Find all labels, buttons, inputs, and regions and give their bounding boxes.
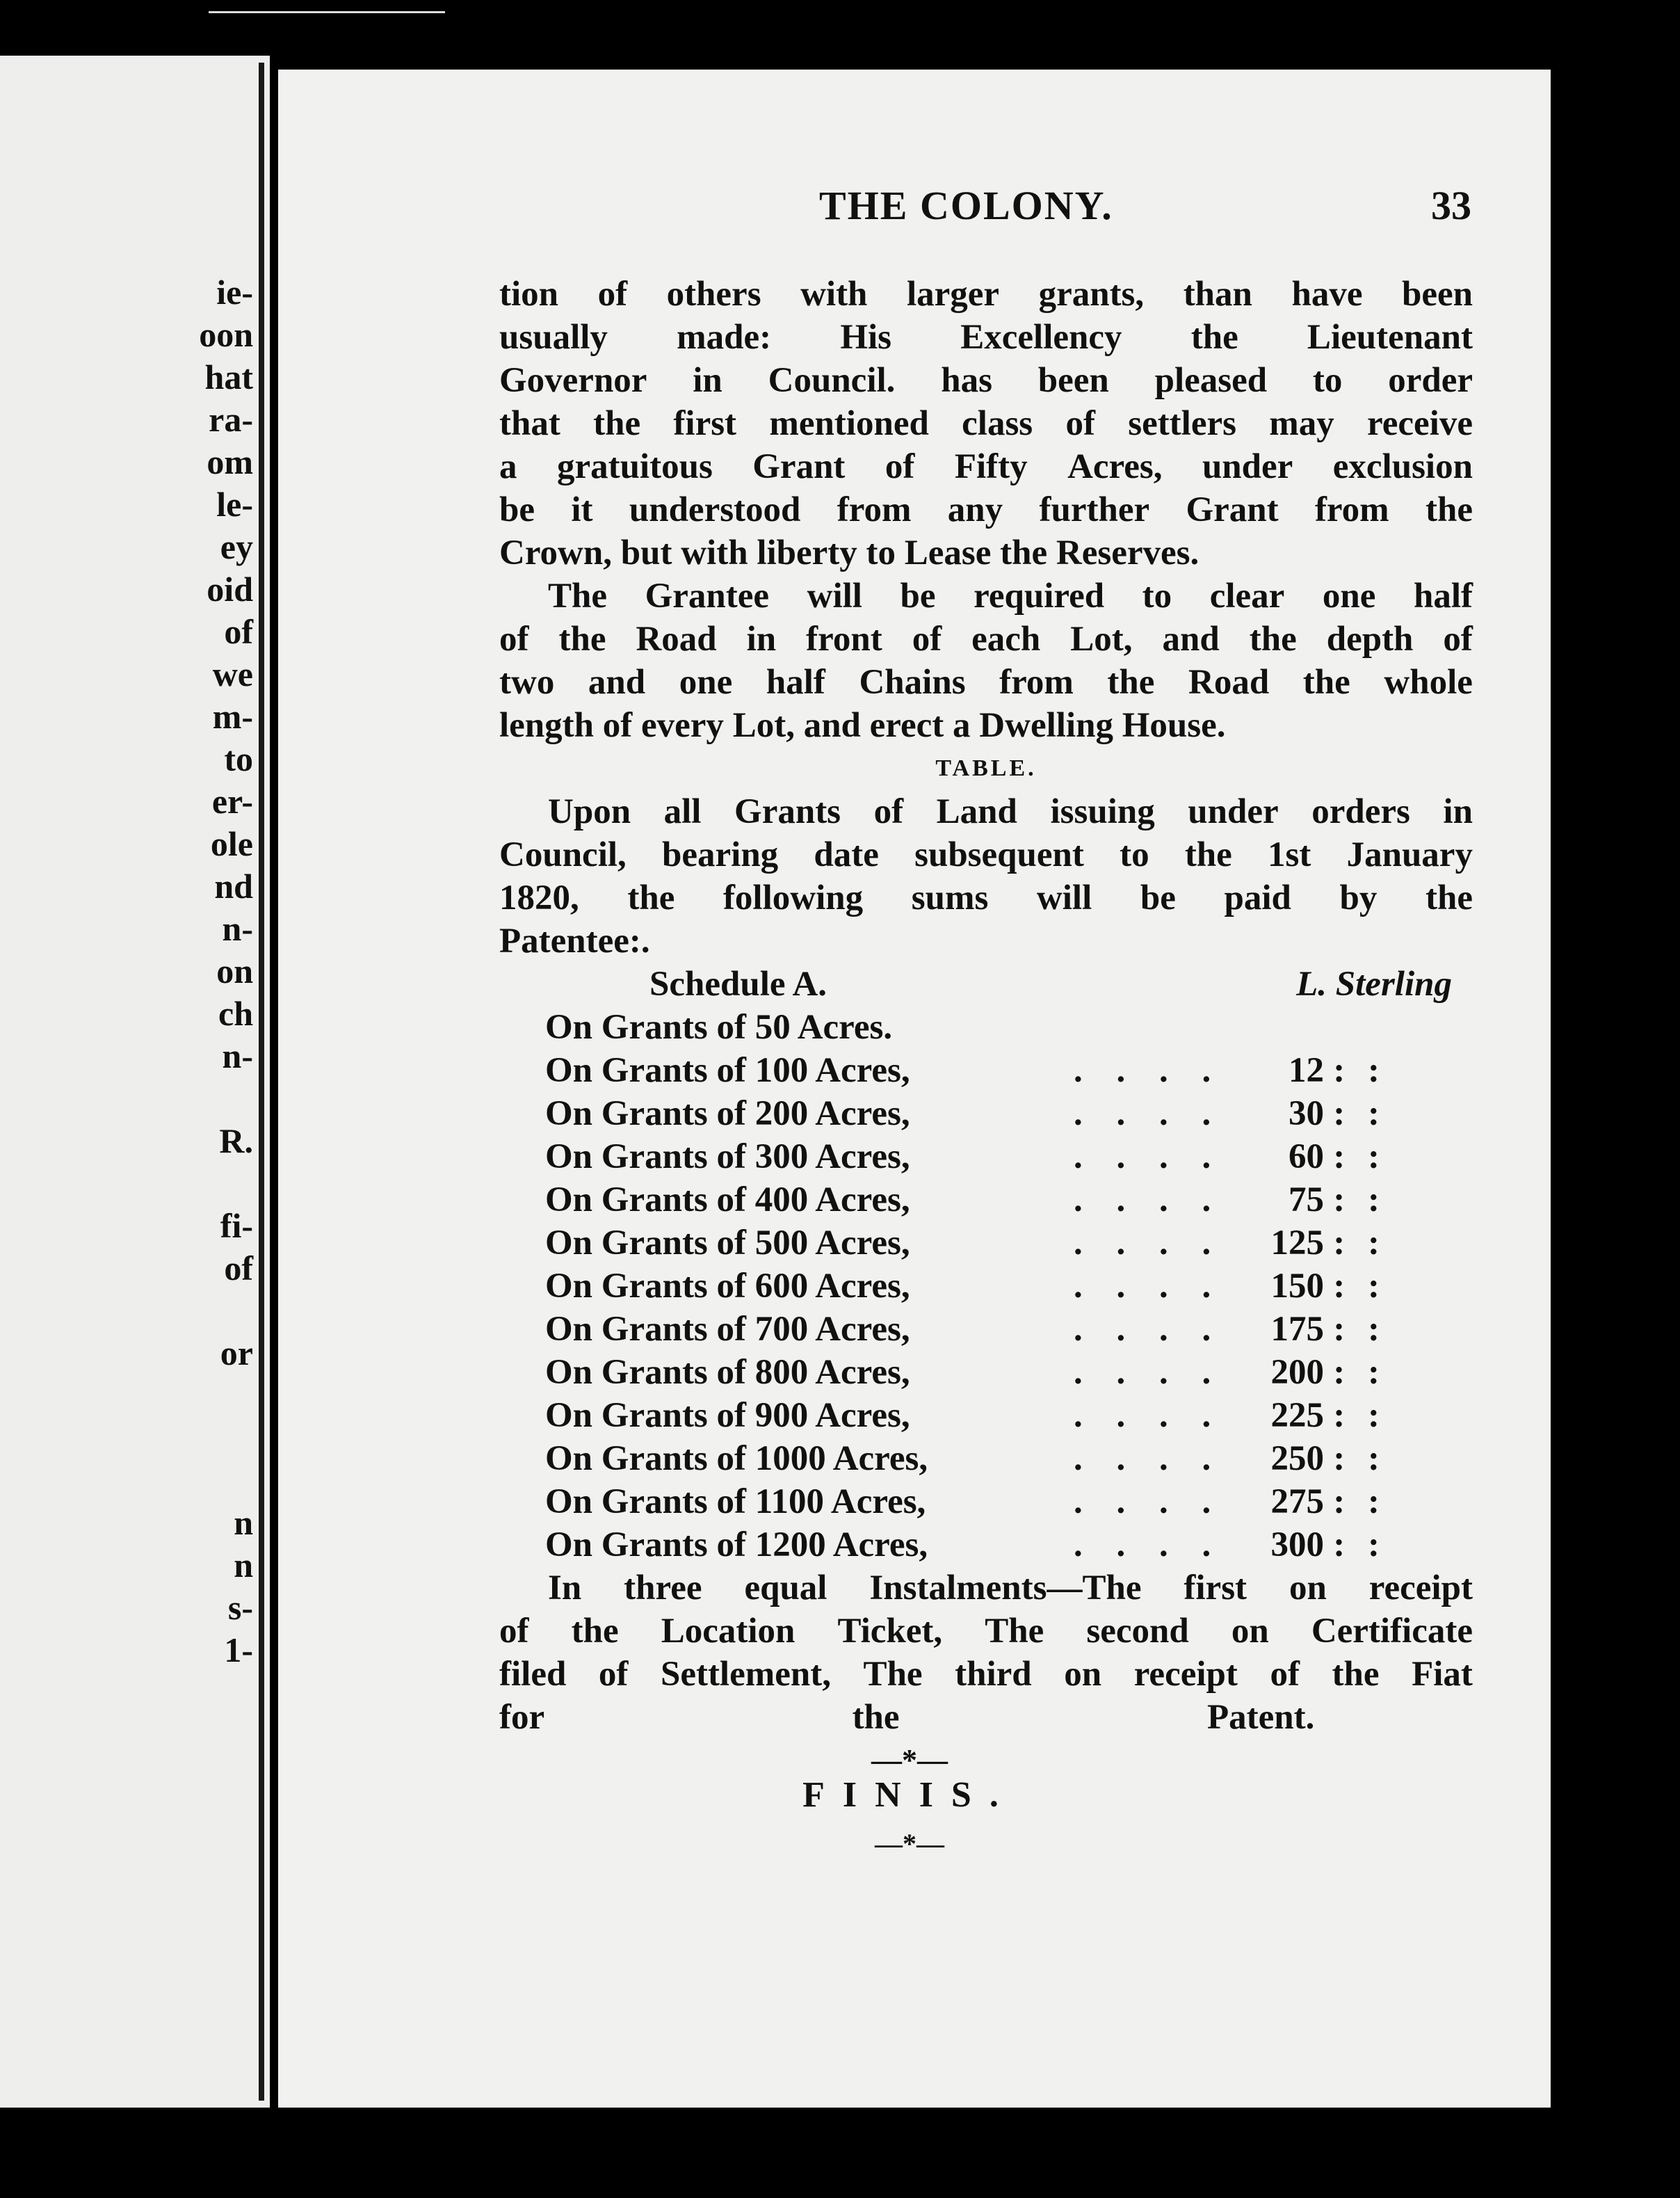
schedule-row-amount: 250 (1270, 1439, 1324, 1478)
word: In (548, 1569, 582, 1607)
previous-page-line-fragment: ch (218, 994, 253, 1033)
word: Crown, (499, 534, 612, 572)
paragraph-grantee-requirements (499, 575, 1473, 747)
schedule-row-amount: 12 (1289, 1051, 1324, 1090)
text-line (499, 704, 1473, 747)
schedule-row (499, 1265, 1473, 1308)
schedule-row (499, 1221, 1473, 1265)
schedule-row-label: On Grants of 700 Acres, (545, 1310, 910, 1349)
previous-page-line-fragment (172, 1077, 253, 1120)
schedule-row-label: On Grants of 1000 Acres, (545, 1439, 928, 1478)
word: length (499, 706, 595, 745)
previous-page-line-fragment: s- (227, 1588, 253, 1627)
word: January (1346, 835, 1473, 874)
schedule-row-colons: : : (1333, 1482, 1387, 1521)
word: sums (911, 879, 989, 917)
page-number: 33 (1431, 183, 1471, 228)
schedule-leader-dots: . . . . (1074, 1180, 1224, 1219)
schedule-first-row-label: On Grants of 50 Acres. (545, 1008, 893, 1047)
word: have (1291, 275, 1363, 314)
text-line (499, 661, 1473, 704)
word: His (840, 318, 892, 357)
schedule-row-label: On Grants of 200 Acres, (545, 1094, 910, 1133)
table-heading: TABLE. (935, 755, 1037, 781)
schedule-row-label: On Grants of 500 Acres, (545, 1224, 910, 1262)
schedule-row-label: On Grants of 1200 Acres, (545, 1525, 928, 1564)
word: under (1202, 447, 1293, 486)
schedule-row-label: On Grants of 900 Acres, (545, 1396, 910, 1435)
word: the (1000, 534, 1048, 572)
schedule-row (499, 1092, 1473, 1135)
schedule-leader-dots: . . . . (1074, 1353, 1224, 1392)
word: receipt (1133, 1655, 1238, 1694)
text-line (499, 618, 1473, 661)
word: Certificate (1311, 1612, 1473, 1651)
schedule-row-amount: 125 (1270, 1224, 1324, 1262)
word: paid (1224, 879, 1291, 917)
previous-page-line-fragment: on (216, 952, 253, 990)
word: settlers (1128, 404, 1236, 443)
previous-page-line-fragment: R. (219, 1121, 253, 1160)
previous-page-line-fragment: or (220, 1333, 253, 1372)
word: and (803, 706, 861, 745)
word: to (1120, 835, 1149, 874)
word: may (1269, 404, 1334, 443)
film-edge-mark (209, 11, 445, 13)
paragraph-grant-policy (499, 273, 1473, 575)
schedule-leader-dots: . . . . (1074, 1396, 1224, 1435)
word: with (800, 275, 868, 314)
word: front (806, 620, 882, 659)
schedule-leader-dots: . . . . (1074, 1224, 1224, 1262)
previous-page-line-fragment (172, 1459, 253, 1502)
schedule-row (499, 1135, 1473, 1178)
word: on (1289, 1569, 1327, 1607)
word: the (593, 404, 641, 443)
word: the (1249, 620, 1297, 659)
word: order (1388, 361, 1473, 400)
word: larger (906, 275, 1000, 314)
word: be (900, 577, 936, 616)
word: of (1443, 620, 1473, 659)
word: made: (677, 318, 772, 357)
schedule-row-amount: 275 (1270, 1482, 1324, 1521)
word: one (679, 663, 733, 702)
word: Fifty (954, 447, 1028, 486)
word: House. (1122, 706, 1226, 745)
word: Location (661, 1612, 795, 1651)
previous-page-line-fragment (172, 1417, 253, 1459)
word: be (1140, 879, 1176, 917)
word: Lease (904, 534, 992, 572)
word: been (1401, 275, 1473, 314)
word: the (852, 1698, 900, 1737)
schedule-row-label: On Grants of 400 Acres, (545, 1180, 910, 1219)
word: the (1190, 318, 1238, 357)
word: half (766, 663, 825, 702)
schedule-row (499, 1523, 1473, 1566)
ornament-divider: —*— (871, 1743, 948, 1777)
word: Settlement, (660, 1655, 831, 1694)
paragraph-fees-intro (499, 790, 1473, 963)
word: understood (629, 490, 801, 529)
word: Lot, (732, 706, 795, 745)
word: the (627, 879, 675, 917)
word: third (955, 1655, 1032, 1694)
text-line (499, 359, 1473, 402)
schedule-row (499, 1178, 1473, 1221)
running-head: THE COLONY. (819, 183, 1113, 228)
schedule-leader-dots: . . . . (1074, 1137, 1224, 1176)
word: class (962, 404, 1033, 443)
schedule-leader-dots: . . . . (1074, 1051, 1224, 1090)
word: Lieutenant (1307, 318, 1473, 357)
word: one (1322, 577, 1376, 616)
word: from (837, 490, 912, 529)
word: the (1107, 663, 1155, 702)
schedule-row-colons: : : (1333, 1267, 1387, 1306)
word: Reserves. (1056, 534, 1200, 572)
previous-page-line-fragment: om (207, 442, 253, 481)
word: Governor (499, 361, 647, 400)
word: a (953, 706, 971, 745)
word: the (1302, 663, 1350, 702)
word: with (681, 534, 748, 572)
schedule-row-colons: : : (1333, 1094, 1387, 1133)
schedule-row-label: On Grants of 800 Acres, (545, 1353, 910, 1392)
word: mentioned (769, 404, 929, 443)
word: and (1162, 620, 1220, 659)
schedule-row-colons: : : (1333, 1310, 1387, 1349)
word: Upon (548, 792, 631, 831)
word: erect (869, 706, 944, 745)
text-line (499, 445, 1473, 488)
schedule-leader-dots: . . . . (1074, 1094, 1224, 1133)
word: for (499, 1698, 545, 1737)
text-line (499, 920, 1473, 963)
previous-page-line-fragment: ey (220, 527, 253, 566)
previous-page-line-fragment: n (234, 1503, 253, 1542)
word: the (571, 1612, 619, 1651)
previous-page-line-endings (172, 271, 270, 1671)
word: from (1314, 490, 1389, 529)
word: first (1184, 1569, 1247, 1607)
word: been (1037, 361, 1109, 400)
word: the (1425, 879, 1473, 917)
word: of (885, 447, 915, 486)
word: of (602, 706, 633, 745)
previous-page-line-fragment (172, 1290, 253, 1332)
word: 1820, (499, 879, 579, 917)
text-line (499, 488, 1473, 531)
word: that (499, 404, 560, 443)
schedule-row-amount: 200 (1270, 1353, 1324, 1392)
previous-page-line-fragment: hat (204, 358, 253, 396)
schedule-row (499, 1049, 1473, 1092)
word: of (499, 1612, 529, 1651)
schedule-row (499, 1437, 1473, 1480)
word: grants, (1038, 275, 1145, 314)
text-line (499, 876, 1473, 920)
word: of (499, 620, 529, 659)
previous-page-line-fragment: 1- (224, 1630, 253, 1669)
word: Grants (734, 792, 841, 831)
word: the (1184, 835, 1232, 874)
word: Chains (859, 663, 966, 702)
schedule-row-amount: 225 (1270, 1396, 1324, 1435)
schedule-row-colons: : : (1333, 1051, 1387, 1090)
schedule-currency: L. Sterling (1296, 965, 1452, 1004)
schedule-row-colons: : : (1333, 1353, 1387, 1392)
schedule-row (499, 1394, 1473, 1437)
word: Ticket, (837, 1612, 943, 1651)
previous-page-line-fragment: we (212, 655, 253, 693)
word: orders (1311, 792, 1410, 831)
schedule-leader-dots: . . . . (1074, 1439, 1224, 1478)
text-line (499, 1610, 1473, 1653)
word: further (1039, 490, 1150, 529)
previous-page-line-fragment: oid (207, 570, 253, 609)
schedule-row-label: On Grants of 600 Acres, (545, 1267, 910, 1306)
text-line (499, 790, 1473, 833)
word: of (873, 792, 904, 831)
schedule-row-amount: 150 (1270, 1267, 1324, 1306)
word: will (1036, 879, 1092, 917)
previous-page-line-fragment: n- (222, 909, 253, 948)
text-line (499, 1566, 1473, 1610)
word: half (1413, 577, 1473, 616)
word: of (597, 275, 628, 314)
word: Grant (1186, 490, 1279, 529)
text-line (499, 1653, 1473, 1696)
word: whole (1384, 663, 1473, 702)
schedule-row-amount: 300 (1270, 1525, 1324, 1564)
word: the (1425, 490, 1473, 529)
previous-page-line-fragment: n- (222, 1036, 253, 1075)
word: any (947, 490, 1003, 529)
previous-page-line-fragment: to (224, 739, 253, 778)
word: be (499, 490, 535, 529)
word: on (1231, 1612, 1269, 1651)
word: by (1339, 879, 1378, 917)
schedule-row-colons: : : (1333, 1525, 1387, 1564)
word: usually (499, 318, 608, 357)
previous-page-line-fragment: of (224, 612, 253, 651)
word: from (999, 663, 1074, 702)
word: Dwelling (979, 706, 1113, 745)
previous-page-line-fragment: ra- (209, 400, 253, 439)
previous-page-line-fragment: m- (212, 697, 253, 736)
word: of (1065, 404, 1095, 443)
schedule-row-colons: : : (1333, 1180, 1387, 1219)
previous-page-line-fragment (172, 1162, 253, 1205)
word: to (866, 534, 896, 572)
schedule-row-label: On Grants of 1100 Acres, (545, 1482, 926, 1521)
schedule-leader-dots: . . . . (1074, 1267, 1224, 1306)
word: has (941, 361, 992, 400)
text-line (499, 833, 1473, 876)
word: Patentee:. (499, 922, 650, 961)
word: receipt (1368, 1569, 1473, 1607)
schedule-title: Schedule A. (649, 965, 827, 1004)
word: clear (1209, 577, 1285, 616)
schedule-row-label: On Grants of 300 Acres, (545, 1137, 910, 1176)
word: each (971, 620, 1041, 659)
word: others (666, 275, 761, 314)
page-body (499, 273, 1473, 1866)
word: depth (1326, 620, 1414, 659)
word: a (499, 447, 517, 486)
previous-page-line-fragment: n (234, 1546, 253, 1585)
paragraph-instalments (499, 1566, 1473, 1739)
word: liberty (757, 534, 857, 572)
word: issuing (1050, 792, 1155, 831)
text-line (499, 273, 1473, 316)
previous-page-line-fragment: nd (214, 867, 253, 906)
word: but (620, 534, 672, 572)
schedule-row-colons: : : (1333, 1137, 1387, 1176)
schedule-leader-dots: . . . . (1074, 1310, 1224, 1349)
word: second (1086, 1612, 1189, 1651)
word: exclusion (1332, 447, 1473, 486)
word: in (693, 361, 722, 400)
word: under (1188, 792, 1279, 831)
word: every (641, 706, 724, 745)
word: receive (1367, 404, 1473, 443)
word: Council. (768, 361, 896, 400)
previous-page-line-fragment: oon (199, 315, 253, 354)
text-line (499, 1696, 1473, 1739)
word: than (1183, 275, 1252, 314)
word: of (1270, 1655, 1300, 1694)
word: Road (1188, 663, 1270, 702)
previous-page-line-fragment: of (224, 1249, 253, 1287)
schedule-row-amount: 60 (1289, 1137, 1324, 1176)
word: equal (744, 1569, 827, 1607)
word: following (722, 879, 864, 917)
word: the (558, 620, 606, 659)
schedule-row-amount: 175 (1270, 1310, 1324, 1349)
word: and (588, 663, 646, 702)
previous-page-line-fragment: ie- (216, 273, 253, 312)
word: Fiat (1412, 1655, 1473, 1694)
word: Lot, (1070, 620, 1133, 659)
word: Land (936, 792, 1017, 831)
previous-page-line-fragment: fi- (220, 1206, 253, 1245)
word: will (807, 577, 862, 616)
word: The (985, 1612, 1044, 1651)
word: The (548, 577, 608, 616)
word: tion (499, 275, 559, 314)
book-gutter (259, 63, 264, 2101)
text-line (499, 531, 1473, 575)
word: in (1443, 792, 1473, 831)
schedule-row (499, 1351, 1473, 1394)
word: 1st (1268, 835, 1311, 874)
schedule-row-amount: 30 (1289, 1094, 1324, 1133)
finis-heading: FINIS. (802, 1775, 1017, 1815)
word: three (624, 1569, 702, 1607)
schedule-row-colons: : : (1333, 1396, 1387, 1435)
word: filed (499, 1655, 567, 1694)
schedule-leader-dots: . . . . (1074, 1525, 1224, 1564)
schedule-row (499, 1308, 1473, 1351)
word: Council, (499, 835, 627, 874)
schedule-row (499, 1480, 1473, 1523)
previous-page-line-fragment: le- (216, 485, 253, 524)
word: Excellency (960, 318, 1122, 357)
previous-page-line-fragment: er- (211, 782, 253, 821)
word: in (746, 620, 777, 659)
word: of (912, 620, 942, 659)
text-line (499, 402, 1473, 445)
word: Patent. (1206, 1698, 1315, 1737)
schedule-row-amount: 75 (1289, 1180, 1324, 1219)
word: on (1064, 1655, 1102, 1694)
word: required (974, 577, 1105, 616)
word: Instalments—The (869, 1569, 1142, 1607)
schedule-header (499, 963, 1473, 1006)
word: first (673, 404, 737, 443)
word: Grantee (645, 577, 770, 616)
text-line (499, 575, 1473, 618)
word: Grant (752, 447, 846, 486)
schedule-row-colons: : : (1333, 1224, 1387, 1262)
schedule-leader-dots: . . . . (1074, 1482, 1224, 1521)
schedule-table (499, 1049, 1473, 1566)
ornament-divider-bottom: —*— (875, 1828, 944, 1859)
previous-page-fragment (0, 56, 270, 2108)
word: Road (636, 620, 717, 659)
word: Acres, (1067, 447, 1163, 486)
word: pleased (1154, 361, 1268, 400)
word: two (499, 663, 555, 702)
word: subsequent (914, 835, 1084, 874)
word: to (1142, 577, 1172, 616)
word: all (663, 792, 702, 831)
word: gratuitous (556, 447, 713, 486)
word: of (598, 1655, 629, 1694)
previous-page-line-fragment (172, 1374, 253, 1417)
word: it (571, 490, 593, 529)
previous-page-line-fragment: ole (210, 824, 253, 863)
schedule-first-row (499, 1006, 1473, 1049)
schedule-row-colons: : : (1333, 1439, 1387, 1478)
schedule-row-label: On Grants of 100 Acres, (545, 1051, 910, 1090)
word: the (1332, 1655, 1380, 1694)
word: The (863, 1655, 923, 1694)
text-line (499, 316, 1473, 359)
word: bearing (662, 835, 779, 874)
word: to (1312, 361, 1343, 400)
word: date (814, 835, 879, 874)
